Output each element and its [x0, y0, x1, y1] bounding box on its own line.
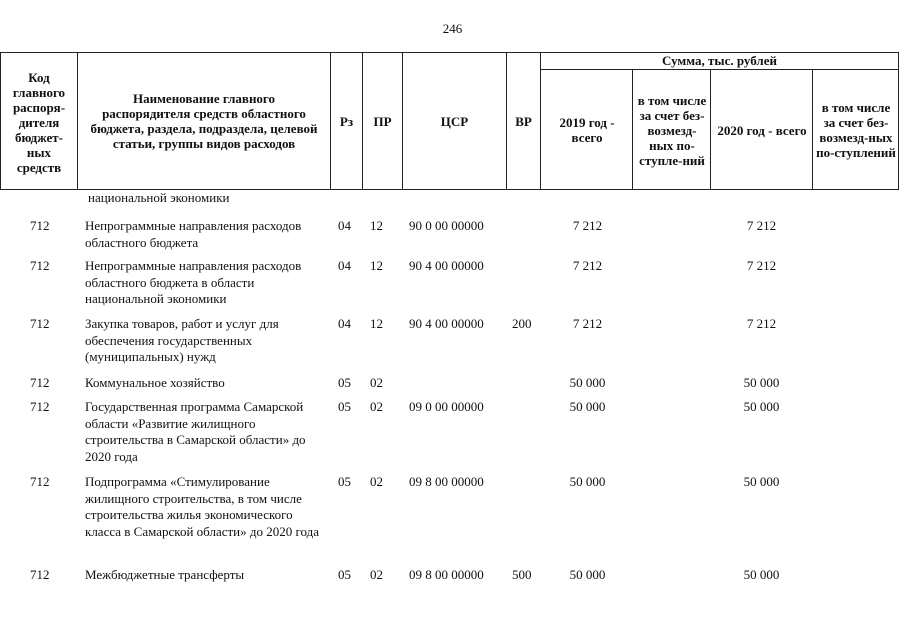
- cell-2019: 50 000: [569, 474, 606, 489]
- cell-2019: 50 000: [569, 399, 606, 414]
- cell-code: 712: [30, 375, 50, 390]
- header-pr: ПР: [373, 113, 392, 129]
- col-border: [540, 52, 541, 190]
- cell-vr: 500: [512, 567, 532, 582]
- col-border: [898, 52, 899, 190]
- cell-code: 712: [30, 258, 50, 273]
- cell-rz: 04: [338, 316, 351, 331]
- header-2019-total: 2019 год - всего: [559, 115, 615, 145]
- cell-name: Закупка товаров, работ и услуг для обеспечения государственных (муниципальных) нужд: [85, 316, 279, 364]
- header-sum: Сумма, тыс. рублей: [662, 53, 777, 68]
- col-border: [77, 52, 78, 190]
- cell-csr: 09 8 00 00000: [409, 567, 484, 582]
- cell-csr: 09 0 00 00000: [409, 399, 484, 414]
- header-2019-free: в том числе за счет без-возмезд-ных по-ступле-ний: [637, 92, 707, 168]
- cell-2019: 50 000: [569, 375, 606, 390]
- cell-rz: 05: [338, 474, 351, 489]
- cell-pr: 12: [370, 316, 383, 331]
- cell-name: Непрограммные направления расходов областного бюджета: [85, 218, 302, 250]
- header-code: Код главного распоря-дителя бюджет-ных средств: [12, 69, 66, 175]
- cell-rz: 04: [338, 218, 351, 233]
- cell-pr: 02: [370, 474, 383, 489]
- cell-2020: 50 000: [743, 474, 780, 489]
- cell-pr: 02: [370, 399, 383, 414]
- cell-csr: 90 4 00 00000: [409, 316, 484, 331]
- cell-pr: 02: [370, 375, 383, 390]
- cell-vr: 200: [512, 316, 532, 331]
- cell-code: 712: [30, 474, 50, 489]
- cell-name: Государственная программа Самарской области «Развитие жилищного строительства в Самарской области» до 2020 года: [85, 399, 306, 464]
- col-border: [0, 52, 1, 190]
- cell-pr: 12: [370, 258, 383, 273]
- col-border: [710, 69, 711, 190]
- cell-2020: 7 212: [746, 218, 777, 233]
- page-number: 246: [442, 21, 463, 36]
- cell-name: Подпрограмма «Стимулирование жилищного строительства, в том числе строительства жилья экономического класса в Самарской области» до 2020 года: [85, 474, 319, 539]
- cell-name: Непрограммные направления расходов областного бюджета в области национальной экономики: [85, 258, 302, 306]
- cell-code: 712: [30, 218, 50, 233]
- header-vr: ВР: [515, 113, 532, 129]
- cell-2020: 50 000: [743, 567, 780, 582]
- header-2020-total: 2020 год - всего: [717, 122, 807, 138]
- cell-code: 712: [30, 316, 50, 331]
- cell-2019: 7 212: [572, 258, 603, 273]
- header-csr: ЦСР: [440, 113, 469, 129]
- cell-csr: 90 4 00 00000: [409, 258, 484, 273]
- cell-2020: 50 000: [743, 375, 780, 390]
- cell-2020: 50 000: [743, 399, 780, 414]
- cell-csr: 09 8 00 00000: [409, 474, 484, 489]
- cell-name: Межбюджетные трансферты: [85, 567, 245, 582]
- cell-rz: 05: [338, 567, 351, 582]
- cell-2019: 50 000: [569, 567, 606, 582]
- header-name: Наименование главного распорядителя средств областного бюджета, раздела, подраздела, целевой статьи, группы видов расходов: [90, 91, 318, 151]
- cell-pr: 02: [370, 567, 383, 582]
- continued-text: национальной экономики: [88, 190, 230, 205]
- cell-rz: 04: [338, 258, 351, 273]
- cell-2019: 7 212: [572, 218, 603, 233]
- header-rz: Рз: [339, 113, 354, 129]
- cell-name: Коммунальное хозяйство: [85, 375, 225, 390]
- cell-csr: 90 0 00 00000: [409, 218, 484, 233]
- cell-code: 712: [30, 399, 50, 414]
- cell-pr: 12: [370, 218, 383, 233]
- cell-2020: 7 212: [746, 316, 777, 331]
- table-header: [0, 52, 905, 190]
- col-border: [812, 69, 813, 190]
- cell-2020: 7 212: [746, 258, 777, 273]
- cell-rz: 05: [338, 375, 351, 390]
- cell-2019: 7 212: [572, 316, 603, 331]
- col-border: [632, 69, 633, 190]
- cell-rz: 05: [338, 399, 351, 414]
- cell-code: 712: [30, 567, 50, 582]
- header-2020-free: в том числе за счет без-возмезд-ных по-ступлений: [816, 100, 896, 160]
